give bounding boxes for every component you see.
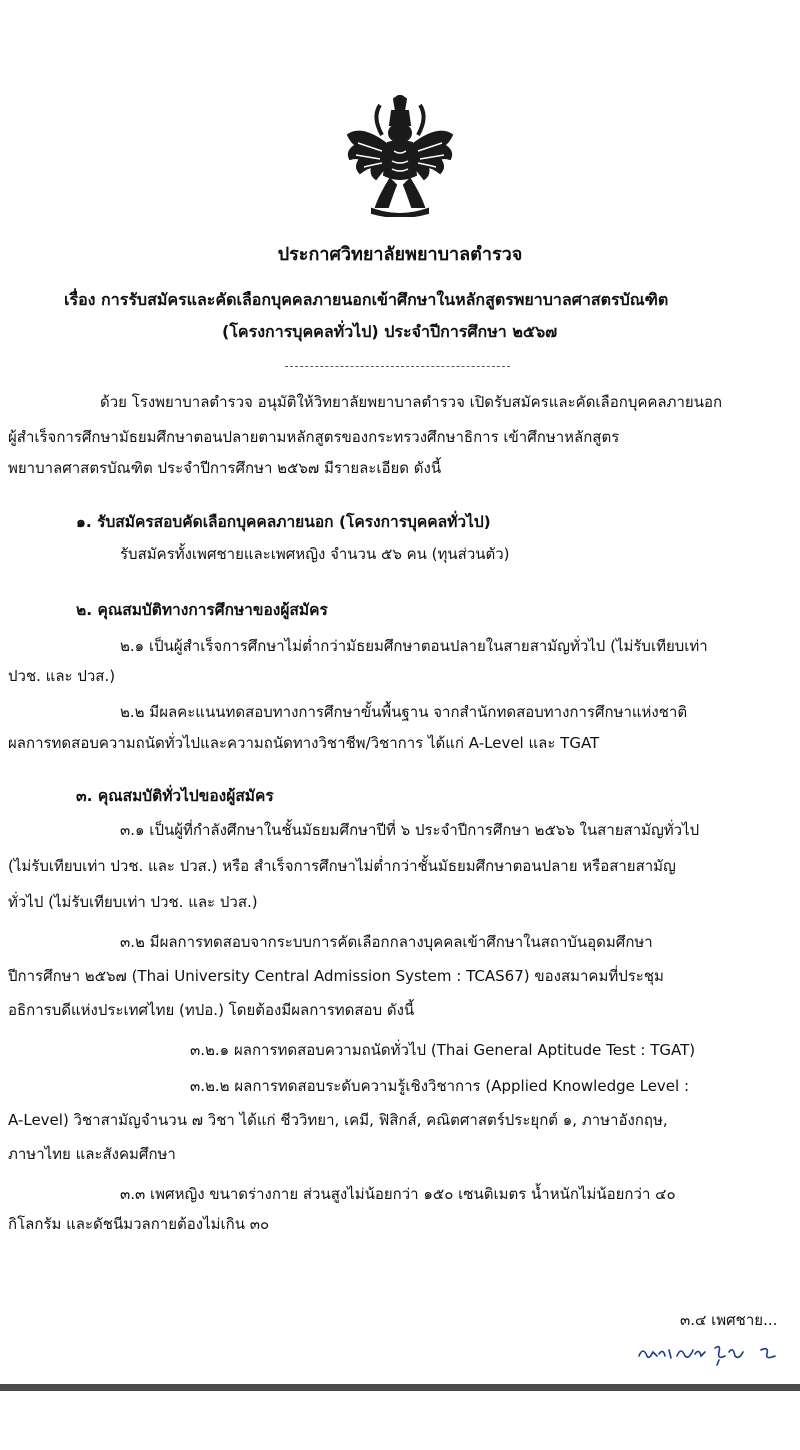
section-2-2-line: ๒.๒ มีผลคะแนนทดสอบทางการศึกษาขั้นพื้นฐาน จากสำนักทดสอบทางการศึกษาแห่งชาติ [120,703,688,721]
intro-line: พยาบาลศาสตรบัณฑิต ประจำปีการศึกษา ๒๕๖๗ มีรายละเอียด ดังนี้ [8,459,442,477]
subject-line-1: เรื่อง การรับสมัครและคัดเลือกบุคคลภายนอกเข้าศึกษาในหลักสูตรพยาบาลศาสตรบัณฑิต [64,290,669,309]
section-3-1-line: (ไม่รับเทียบเท่า ปวช. และ ปวส.) หรือ สำเร็จการศึกษาไม่ต่ำกว่าชั้นมัธยมศึกษาตอนปลาย หรือสายสามัญ [8,857,676,875]
separator-dashed [285,366,510,367]
section-3-1-line: ๓.๑ เป็นผู้ที่กำลังศึกษาในชั้นมัธยมศึกษาปีที่ ๖ ประจำปีการศึกษา ๒๕๖๖ ในสายสามัญทั่วไป [120,821,700,839]
section-3-2-2-line: ๓.๒.๒ ผลการทดสอบระดับความรู้เชิงวิชาการ (Applied Knowledge Level : [190,1077,690,1095]
section-3-2-2-line: A-Level) วิชาสามัญจำนวน ๗ วิชา ได้แก่ ชีววิทยา, เคมี, ฟิสิกส์, คณิตศาสตร์ประยุกต์ ๑, ภาษาอังกฤษ, [8,1111,668,1129]
section-3-2-line: ๓.๒ มีผลการทดสอบจากระบบการคัดเลือกกลางบุคคลเข้าศึกษาในสถาบันอุดมศึกษา [120,933,653,951]
section-2-2-line: ผลการทดสอบความถนัดทั่วไปและความถนัดทางวิชาชีพ/วิชาการ ได้แก่ A-Level และ TGAT [8,734,600,752]
intro-line: ผู้สำเร็จการศึกษามัธยมศึกษาตอนปลายตามหลักสูตรของกระทรวงศึกษาธิการ เข้าศึกษาหลักสูตร [8,428,620,446]
scan-edge-bar [0,1384,800,1391]
section-3-2-1-line: ๓.๒.๑ ผลการทดสอบความถนัดทั่วไป (Thai General Aptitude Test : TGAT) [190,1041,696,1059]
section-3-3-line: กิโลกรัม และดัชนีมวลกายต้องไม่เกิน ๓๐ [8,1215,270,1233]
intro-line: ด้วย โรงพยาบาลตำรวจ อนุมัติให้วิทยาลัยพยาบาลตำรวจ เปิดรับสมัครและคัดเลือกบุคคลภายนอก [100,393,723,411]
section-3-2-line: ปีการศึกษา ๒๕๖๗ (Thai University Central Admission System : TCAS67) ของสมาคมที่ประชุม [8,967,664,985]
section-2-heading: ๒. คุณสมบัติทางการศึกษาของผู้สมัคร [76,601,328,619]
section-3-heading: ๓. คุณสมบัติทั่วไปของผู้สมัคร [76,787,274,805]
section-2-1-line: ๒.๑ เป็นผู้สำเร็จการศึกษาไม่ต่ำกว่ามัธยมศึกษาตอนปลายในสายสามัญทั่วไป (ไม่รับเทียบเท่า [120,637,708,655]
section-2-1-line: ปวช. และ ปวส.) [8,667,116,685]
section-3-3-line: ๓.๓ เพศหญิง ขนาดร่างกาย ส่วนสูงไม่น้อยกว่า ๑๕๐ เซนติเมตร น้ำหนักไม่น้อยกว่า ๔๐ [120,1185,676,1203]
section-3-2-2-line: ภาษาไทย และสังคมศึกษา [8,1145,176,1163]
handwritten-signature [635,1338,800,1366]
subject-line-2: (โครงการบุคคลทั่วไป) ประจำปีการศึกษา ๒๕๖๗ [222,322,558,341]
section-3-2-line: อธิการบดีแห่งประเทศไทย (ทปอ.) โดยต้องมีผลการทดสอบ ดังนี้ [8,1001,415,1019]
section-1-line: รับสมัครทั้งเพศชายและเพศหญิง จำนวน ๕๖ คน (ทุนส่วนตัว) [120,545,510,563]
announcement-title: ประกาศวิทยาลัยพยาบาลตำรวจ [277,244,523,265]
continuation-text: ๓.๔ เพศชาย... [680,1311,778,1329]
section-3-1-line: ทั่วไป (ไม่รับเทียบเท่า ปวช. และ ปวส.) [8,893,258,911]
section-1-heading: ๑. รับสมัครสอบคัดเลือกบุคคลภายนอก (โครงการบุคคลทั่วไป) [76,513,491,531]
garuda-emblem-icon [342,95,458,217]
